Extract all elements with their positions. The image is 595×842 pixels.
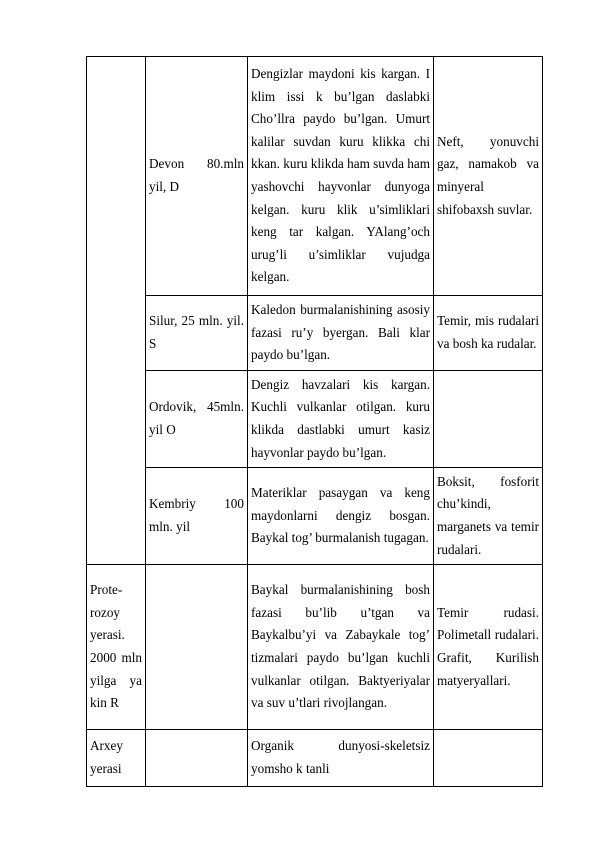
table-row — [87, 296, 543, 371]
era-cell: Prote-rozoy yerasi. 2000 mln yilga ya kin R — [87, 565, 146, 730]
minerals-cell — [434, 371, 543, 468]
minerals-cell: Temir, mis rudalari va bosh ka rudalar. — [434, 296, 543, 371]
period-cell: Ordovik, 45mln. yil O — [146, 371, 248, 468]
period-cell: Silur, 25 mln. yil. S — [146, 296, 248, 371]
era-cell — [87, 57, 146, 565]
era-cell: Arxey yerasi — [87, 730, 146, 787]
events-cell: Dengizlar maydoni kis kargan. I klim issi k bu’lgan daslabki Cho’llra paydo bu’lgan. Umurt kalilar suvdan kuru klikka chi kkan. kuru klikda ham suvda ham yashovchi hayvonlar dunyoga kelgan. kuru klik u’simliklari keng tar kalgan. YAlang’och urug’li u’simliklar vujudga kelgan. — [248, 57, 434, 296]
table-row — [87, 565, 543, 730]
table-row — [87, 371, 543, 468]
events-cell: Materiklar pasaygan va keng maydonlarni dengiz bosgan. Baykal tog’ burmalanish tugagan. — [248, 468, 434, 565]
period-cell: Devon 80.mln yil, D — [146, 57, 248, 296]
period-cell — [146, 565, 248, 730]
period-cell — [146, 730, 248, 787]
minerals-cell: Temir rudasi. Polimetall rudalari. Grafit, Kurilish matyeryallari. — [434, 565, 543, 730]
table-row — [87, 468, 543, 565]
events-cell: Kaledon burmalanishining asosiy fazasi ru’y byergan. Bali klar paydo bu’lgan. — [248, 296, 434, 371]
events-cell: Baykal burmalanishining bosh fazasi bu’lib u’tgan va Baykalbu’yi va Zabaykale tog’ tizmalari paydo bu’lgan kuchli vulkanlar otilgan. Baktyeriyalar va suv u’tlari rivojlangan. — [248, 565, 434, 730]
table-row — [87, 730, 543, 787]
minerals-cell: Neft, yonuvchi gaz, namakob va minyeral shifobaxsh suvlar. — [434, 57, 543, 296]
table-row — [87, 57, 543, 296]
events-cell: Dengiz havzalari kis kargan. Kuchli vulkanlar otilgan. kuru klikda dastlabki umurt kasiz hayvonlar paydo bu’lgan. — [248, 371, 434, 468]
minerals-cell — [434, 730, 543, 787]
period-cell: Kembriy 100 mln. yil — [146, 468, 248, 565]
events-cell: Organik dunyosi-skeletsiz yomsho k tanli — [248, 730, 434, 787]
geology-table — [86, 56, 543, 787]
minerals-cell: Boksit, fosforit chu’kindi, marganets va temir rudalari. — [434, 468, 543, 565]
